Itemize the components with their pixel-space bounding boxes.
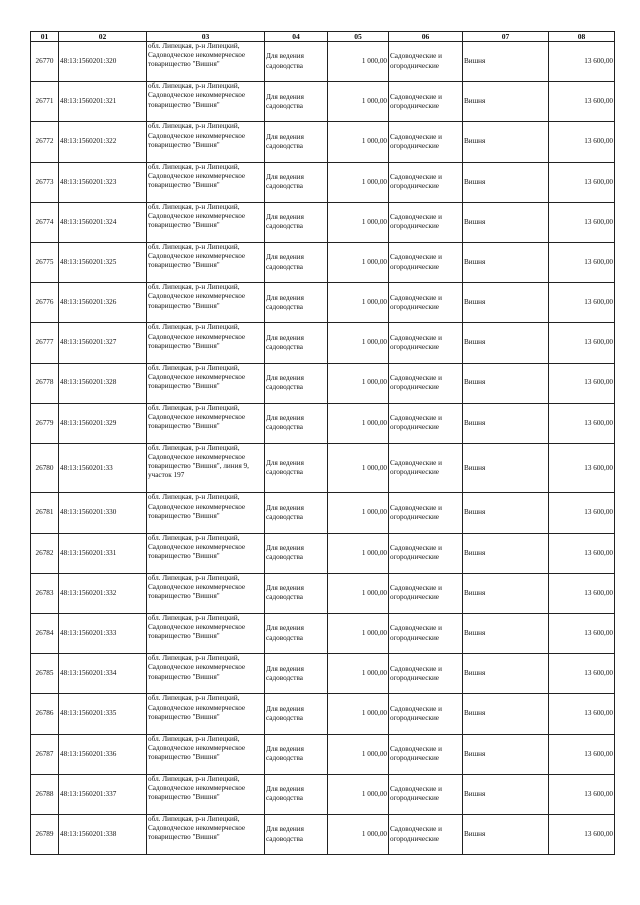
address-cell: обл. Липецкая, р-н Липецкий, Садоводческое некоммерческое товарищество "Вишня" [147, 573, 265, 613]
land-use-cell: Для ведения садоводства [265, 162, 328, 202]
area-cell: 1 000,00 [328, 654, 389, 694]
row-id-cell: 26787 [31, 734, 59, 774]
area-cell: 1 000,00 [328, 242, 389, 282]
cadastral-number-cell: 48:13:1560201:323 [59, 162, 147, 202]
locality-cell: Вишня [463, 774, 549, 814]
cadastral-number-cell: 48:13:1560201:328 [59, 363, 147, 403]
document-page [30, 31, 614, 855]
category-cell: Садоводческие и огороднические [389, 614, 463, 654]
land-use-cell: Для ведения садоводства [265, 734, 328, 774]
land-use-cell: Для ведения садоводства [265, 363, 328, 403]
row-id-cell: 26770 [31, 42, 59, 82]
row-id-cell: 26781 [31, 493, 59, 533]
cadastral-number-cell: 48:13:1560201:324 [59, 202, 147, 242]
address-cell: обл. Липецкая, р-н Липецкий, Садоводческое некоммерческое товарищество "Вишня" [147, 654, 265, 694]
row-id-cell: 26774 [31, 202, 59, 242]
cadastral-number-cell: 48:13:1560201:337 [59, 774, 147, 814]
address-cell: обл. Липецкая, р-н Липецкий, Садоводческое некоммерческое товарищество "Вишня" [147, 42, 265, 82]
category-cell: Садоводческие и огороднические [389, 734, 463, 774]
locality-cell: Вишня [463, 573, 549, 613]
row-id-cell: 26789 [31, 814, 59, 854]
area-cell: 1 000,00 [328, 82, 389, 122]
area-cell: 1 000,00 [328, 814, 389, 854]
category-cell: Садоводческие и огороднические [389, 403, 463, 443]
area-cell: 1 000,00 [328, 443, 389, 493]
cadastral-value-cell: 13 600,00 [549, 403, 615, 443]
address-cell: обл. Липецкая, р-н Липецкий, Садоводческое некоммерческое товарищество "Вишня" [147, 403, 265, 443]
cadastral-value-cell: 13 600,00 [549, 573, 615, 613]
cadastral-value-cell: 13 600,00 [549, 42, 615, 82]
area-cell: 1 000,00 [328, 323, 389, 363]
locality-cell: Вишня [463, 283, 549, 323]
cadastral-value-cell: 13 600,00 [549, 533, 615, 573]
land-use-cell: Для ведения садоводства [265, 443, 328, 493]
address-cell: обл. Липецкая, р-н Липецкий, Садоводческое некоммерческое товарищество "Вишня" [147, 493, 265, 533]
area-cell: 1 000,00 [328, 403, 389, 443]
cadastral-value-cell: 13 600,00 [549, 82, 615, 122]
area-cell: 1 000,00 [328, 573, 389, 613]
address-cell: обл. Липецкая, р-н Липецкий, Садоводческое некоммерческое товарищество "Вишня" [147, 242, 265, 282]
cadastral-value-cell: 13 600,00 [549, 493, 615, 533]
table-row [31, 774, 615, 814]
area-cell: 1 000,00 [328, 42, 389, 82]
row-id-cell: 26771 [31, 82, 59, 122]
row-id-cell: 26782 [31, 533, 59, 573]
row-id-cell: 26785 [31, 654, 59, 694]
category-cell: Садоводческие и огороднические [389, 493, 463, 533]
category-cell: Садоводческие и огороднические [389, 814, 463, 854]
cadastral-number-cell: 48:13:1560201:329 [59, 403, 147, 443]
cadastral-value-cell: 13 600,00 [549, 614, 615, 654]
locality-cell: Вишня [463, 122, 549, 162]
category-cell: Садоводческие и огороднические [389, 283, 463, 323]
land-use-cell: Для ведения садоводства [265, 694, 328, 734]
row-id-cell: 26777 [31, 323, 59, 363]
column-header-07: 07 [463, 32, 549, 42]
category-cell: Садоводческие и огороднические [389, 533, 463, 573]
row-id-cell: 26784 [31, 614, 59, 654]
row-id-cell: 26778 [31, 363, 59, 403]
locality-cell: Вишня [463, 82, 549, 122]
table-row [31, 533, 615, 573]
cadastral-number-cell: 48:13:1560201:325 [59, 242, 147, 282]
land-use-cell: Для ведения садоводства [265, 533, 328, 573]
row-id-cell: 26772 [31, 122, 59, 162]
land-registry-table [30, 31, 615, 855]
cadastral-value-cell: 13 600,00 [549, 323, 615, 363]
cadastral-value-cell: 13 600,00 [549, 694, 615, 734]
cadastral-value-cell: 13 600,00 [549, 242, 615, 282]
category-cell: Садоводческие и огороднические [389, 242, 463, 282]
locality-cell: Вишня [463, 493, 549, 533]
address-cell: обл. Липецкая, р-н Липецкий, Садоводческое некоммерческое товарищество "Вишня" [147, 323, 265, 363]
cadastral-number-cell: 48:13:1560201:322 [59, 122, 147, 162]
table-row [31, 654, 615, 694]
category-cell: Садоводческие и огороднические [389, 573, 463, 613]
area-cell: 1 000,00 [328, 734, 389, 774]
column-header-03: 03 [147, 32, 265, 42]
table-body [31, 42, 615, 855]
locality-cell: Вишня [463, 42, 549, 82]
land-use-cell: Для ведения садоводства [265, 202, 328, 242]
category-cell: Садоводческие и огороднические [389, 122, 463, 162]
row-id-cell: 26779 [31, 403, 59, 443]
category-cell: Садоводческие и огороднические [389, 42, 463, 82]
table-row [31, 814, 615, 854]
address-cell: обл. Липецкая, р-н Липецкий, Садоводческое некоммерческое товарищество "Вишня" [147, 694, 265, 734]
category-cell: Садоводческие и огороднические [389, 323, 463, 363]
locality-cell: Вишня [463, 734, 549, 774]
cadastral-number-cell: 48:13:1560201:333 [59, 614, 147, 654]
land-use-cell: Для ведения садоводства [265, 814, 328, 854]
address-cell: обл. Липецкая, р-н Липецкий, Садоводческое некоммерческое товарищество "Вишня" [147, 734, 265, 774]
area-cell: 1 000,00 [328, 533, 389, 573]
row-id-cell: 26775 [31, 242, 59, 282]
address-cell: обл. Липецкая, р-н Липецкий, Садоводческое некоммерческое товарищество "Вишня" [147, 283, 265, 323]
cadastral-number-cell: 48:13:1560201:330 [59, 493, 147, 533]
cadastral-number-cell: 48:13:1560201:336 [59, 734, 147, 774]
area-cell: 1 000,00 [328, 122, 389, 162]
area-cell: 1 000,00 [328, 202, 389, 242]
land-use-cell: Для ведения садоводства [265, 573, 328, 613]
address-cell: обл. Липецкая, р-н Липецкий, Садоводческое некоммерческое товарищество "Вишня" [147, 363, 265, 403]
row-id-cell: 26783 [31, 573, 59, 613]
row-id-cell: 26786 [31, 694, 59, 734]
cadastral-number-cell: 48:13:1560201:321 [59, 82, 147, 122]
cadastral-value-cell: 13 600,00 [549, 202, 615, 242]
locality-cell: Вишня [463, 533, 549, 573]
address-cell: обл. Липецкая, р-н Липецкий, Садоводческое некоммерческое товарищество "Вишня" [147, 202, 265, 242]
address-cell: обл. Липецкая, р-н Липецкий, Садоводческое некоммерческое товарищество "Вишня" [147, 533, 265, 573]
locality-cell: Вишня [463, 162, 549, 202]
cadastral-number-cell: 48:13:1560201:334 [59, 654, 147, 694]
land-use-cell: Для ведения садоводства [265, 774, 328, 814]
land-use-cell: Для ведения садоводства [265, 42, 328, 82]
column-header-04: 04 [265, 32, 328, 42]
table-row [31, 403, 615, 443]
cadastral-number-cell: 48:13:1560201:327 [59, 323, 147, 363]
table-row [31, 283, 615, 323]
table-row [31, 363, 615, 403]
address-cell: обл. Липецкая, р-н Липецкий, Садоводческое некоммерческое товарищество "Вишня" [147, 162, 265, 202]
row-id-cell: 26776 [31, 283, 59, 323]
cadastral-value-cell: 13 600,00 [549, 122, 615, 162]
column-header-01: 01 [31, 32, 59, 42]
area-cell: 1 000,00 [328, 162, 389, 202]
cadastral-value-cell: 13 600,00 [549, 443, 615, 493]
address-cell: обл. Липецкая, р-н Липецкий, Садоводческое некоммерческое товарищество "Вишня" [147, 774, 265, 814]
land-use-cell: Для ведения садоводства [265, 654, 328, 694]
cadastral-value-cell: 13 600,00 [549, 363, 615, 403]
row-id-cell: 26780 [31, 443, 59, 493]
row-id-cell: 26773 [31, 162, 59, 202]
category-cell: Садоводческие и огороднические [389, 202, 463, 242]
category-cell: Садоводческие и огороднические [389, 82, 463, 122]
column-header-05: 05 [328, 32, 389, 42]
table-row [31, 202, 615, 242]
address-cell: обл. Липецкая, р-н Липецкий, Садоводческое некоммерческое товарищество "Вишня" [147, 82, 265, 122]
table-row [31, 443, 615, 493]
land-use-cell: Для ведения садоводства [265, 323, 328, 363]
address-cell: обл. Липецкая, р-н Липецкий, Садоводческое некоммерческое товарищество "Вишня", линия 9, участок 197 [147, 443, 265, 493]
category-cell: Садоводческие и огороднические [389, 363, 463, 403]
table-header-row [31, 32, 615, 42]
cadastral-value-cell: 13 600,00 [549, 162, 615, 202]
land-use-cell: Для ведения садоводства [265, 614, 328, 654]
locality-cell: Вишня [463, 814, 549, 854]
row-id-cell: 26788 [31, 774, 59, 814]
locality-cell: Вишня [463, 242, 549, 282]
address-cell: обл. Липецкая, р-н Липецкий, Садоводческое некоммерческое товарищество "Вишня" [147, 814, 265, 854]
category-cell: Садоводческие и огороднические [389, 694, 463, 734]
cadastral-number-cell: 48:13:1560201:338 [59, 814, 147, 854]
land-use-cell: Для ведения садоводства [265, 493, 328, 533]
address-cell: обл. Липецкая, р-н Липецкий, Садоводческое некоммерческое товарищество "Вишня" [147, 614, 265, 654]
locality-cell: Вишня [463, 323, 549, 363]
table-row [31, 242, 615, 282]
cadastral-number-cell: 48:13:1560201:326 [59, 283, 147, 323]
area-cell: 1 000,00 [328, 363, 389, 403]
area-cell: 1 000,00 [328, 614, 389, 654]
locality-cell: Вишня [463, 403, 549, 443]
land-use-cell: Для ведения садоводства [265, 403, 328, 443]
table-row [31, 82, 615, 122]
locality-cell: Вишня [463, 363, 549, 403]
cadastral-number-cell: 48:13:1560201:332 [59, 573, 147, 613]
area-cell: 1 000,00 [328, 774, 389, 814]
locality-cell: Вишня [463, 202, 549, 242]
locality-cell: Вишня [463, 443, 549, 493]
land-use-cell: Для ведения садоводства [265, 122, 328, 162]
category-cell: Садоводческие и огороднические [389, 443, 463, 493]
table-row [31, 573, 615, 613]
category-cell: Садоводческие и огороднические [389, 654, 463, 694]
table-row [31, 122, 615, 162]
land-use-cell: Для ведения садоводства [265, 242, 328, 282]
locality-cell: Вишня [463, 614, 549, 654]
table-row [31, 734, 615, 774]
address-cell: обл. Липецкая, р-н Липецкий, Садоводческое некоммерческое товарищество "Вишня" [147, 122, 265, 162]
column-header-02: 02 [59, 32, 147, 42]
land-use-cell: Для ведения садоводства [265, 82, 328, 122]
area-cell: 1 000,00 [328, 493, 389, 533]
locality-cell: Вишня [463, 654, 549, 694]
table-row [31, 323, 615, 363]
cadastral-number-cell: 48:13:1560201:33 [59, 443, 147, 493]
table-row [31, 614, 615, 654]
cadastral-value-cell: 13 600,00 [549, 814, 615, 854]
cadastral-value-cell: 13 600,00 [549, 654, 615, 694]
cadastral-number-cell: 48:13:1560201:320 [59, 42, 147, 82]
area-cell: 1 000,00 [328, 283, 389, 323]
column-header-08: 08 [549, 32, 615, 42]
cadastral-number-cell: 48:13:1560201:331 [59, 533, 147, 573]
cadastral-value-cell: 13 600,00 [549, 774, 615, 814]
table-row [31, 162, 615, 202]
category-cell: Садоводческие и огороднические [389, 162, 463, 202]
table-row [31, 694, 615, 734]
cadastral-value-cell: 13 600,00 [549, 283, 615, 323]
cadastral-value-cell: 13 600,00 [549, 734, 615, 774]
table-row [31, 42, 615, 82]
locality-cell: Вишня [463, 694, 549, 734]
land-use-cell: Для ведения садоводства [265, 283, 328, 323]
column-header-06: 06 [389, 32, 463, 42]
table-row [31, 493, 615, 533]
category-cell: Садоводческие и огороднические [389, 774, 463, 814]
area-cell: 1 000,00 [328, 694, 389, 734]
cadastral-number-cell: 48:13:1560201:335 [59, 694, 147, 734]
